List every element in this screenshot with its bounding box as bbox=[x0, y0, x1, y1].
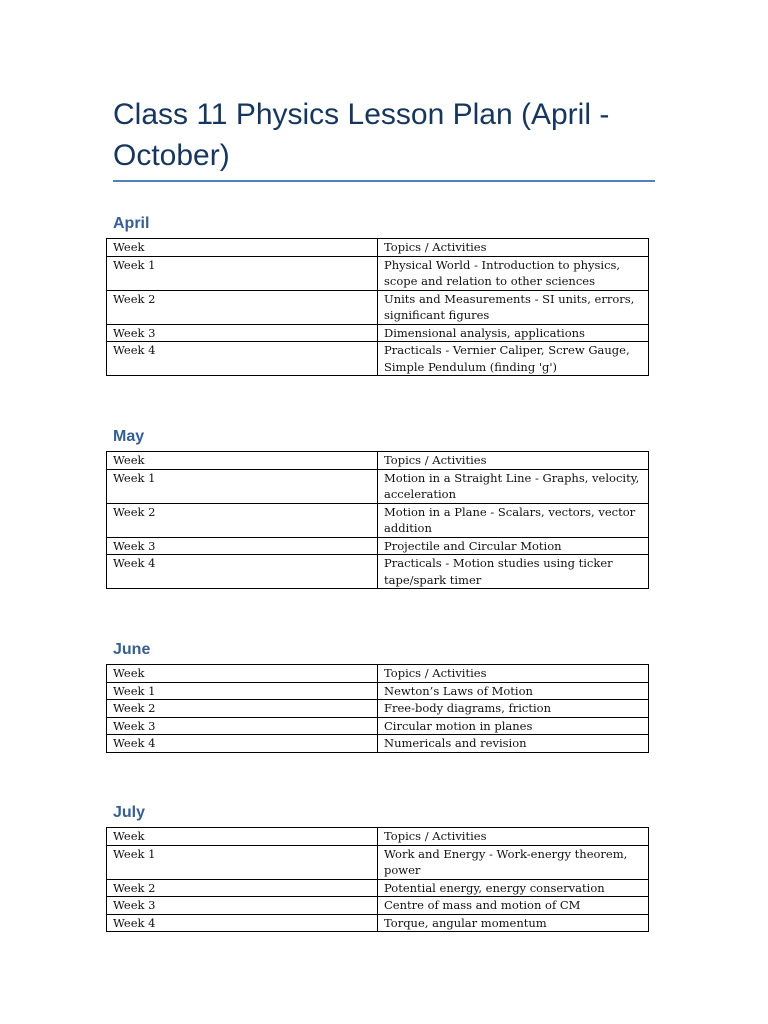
lesson-table-july bbox=[106, 827, 649, 932]
table-row bbox=[107, 503, 649, 537]
topic-cell: Circular motion in planes bbox=[378, 717, 649, 735]
table-header-row bbox=[107, 665, 649, 683]
table-row bbox=[107, 469, 649, 503]
topic-cell: Numericals and revision bbox=[378, 735, 649, 753]
table-row bbox=[107, 845, 649, 879]
table-row bbox=[107, 324, 649, 342]
header-cell-week: Week bbox=[107, 239, 378, 257]
week-cell: Week 4 bbox=[107, 735, 378, 753]
week-cell: Week 1 bbox=[107, 845, 378, 879]
header-cell-week: Week bbox=[107, 828, 378, 846]
topic-cell: Work and Energy - Work-energy theorem, power bbox=[378, 845, 649, 879]
header-cell-topics: Topics / Activities bbox=[378, 239, 649, 257]
header-cell-topics: Topics / Activities bbox=[378, 665, 649, 683]
table-header-row bbox=[107, 239, 649, 257]
topic-cell: Centre of mass and motion of CM bbox=[378, 897, 649, 915]
topic-cell: Motion in a Straight Line - Graphs, velocity, acceleration bbox=[378, 469, 649, 503]
page-title: Class 11 Physics Lesson Plan (April - October) bbox=[113, 98, 610, 172]
week-cell: Week 4 bbox=[107, 914, 378, 932]
table-row bbox=[107, 342, 649, 376]
table-row bbox=[107, 879, 649, 897]
table-row bbox=[107, 290, 649, 324]
week-cell: Week 3 bbox=[107, 717, 378, 735]
month-heading-june: June bbox=[113, 641, 151, 658]
topic-cell: Physical World - Introduction to physics, scope and relation to other sciences bbox=[378, 256, 649, 290]
topic-cell: Newton’s Laws of Motion bbox=[378, 682, 649, 700]
week-cell: Week 3 bbox=[107, 537, 378, 555]
table-row bbox=[107, 256, 649, 290]
table-row bbox=[107, 682, 649, 700]
week-cell: Week 2 bbox=[107, 700, 378, 718]
week-cell: Week 1 bbox=[107, 682, 378, 700]
table-row bbox=[107, 897, 649, 915]
topic-cell: Practicals - Vernier Caliper, Screw Gauge, Simple Pendulum (finding 'g') bbox=[378, 342, 649, 376]
table-header-row bbox=[107, 452, 649, 470]
week-cell: Week 3 bbox=[107, 324, 378, 342]
topic-cell: Projectile and Circular Motion bbox=[378, 537, 649, 555]
topic-cell: Practicals - Motion studies using ticker tape/spark timer bbox=[378, 555, 649, 589]
header-cell-week: Week bbox=[107, 452, 378, 470]
topic-cell: Dimensional analysis, applications bbox=[378, 324, 649, 342]
table-row bbox=[107, 914, 649, 932]
topic-cell: Motion in a Plane - Scalars, vectors, vector addition bbox=[378, 503, 649, 537]
week-cell: Week 4 bbox=[107, 342, 378, 376]
topic-cell: Potential energy, energy conservation bbox=[378, 879, 649, 897]
table-row bbox=[107, 555, 649, 589]
table-row bbox=[107, 717, 649, 735]
header-cell-week: Week bbox=[107, 665, 378, 683]
month-heading-may: May bbox=[113, 428, 145, 445]
lesson-table-may bbox=[106, 451, 649, 589]
week-cell: Week 2 bbox=[107, 879, 378, 897]
lesson-table-june bbox=[106, 664, 649, 753]
week-cell: Week 2 bbox=[107, 503, 378, 537]
week-cell: Week 2 bbox=[107, 290, 378, 324]
week-cell: Week 1 bbox=[107, 469, 378, 503]
month-heading-april: April bbox=[113, 215, 150, 232]
table-header-row bbox=[107, 828, 649, 846]
table-row bbox=[107, 537, 649, 555]
topic-cell: Free-body diagrams, friction bbox=[378, 700, 649, 718]
title-divider bbox=[113, 180, 655, 182]
header-cell-topics: Topics / Activities bbox=[378, 452, 649, 470]
topic-cell: Torque, angular momentum bbox=[378, 914, 649, 932]
week-cell: Week 3 bbox=[107, 897, 378, 915]
week-cell: Week 1 bbox=[107, 256, 378, 290]
month-heading-july: July bbox=[113, 804, 146, 821]
header-cell-topics: Topics / Activities bbox=[378, 828, 649, 846]
week-cell: Week 4 bbox=[107, 555, 378, 589]
table-row bbox=[107, 735, 649, 753]
table-row bbox=[107, 700, 649, 718]
lesson-table-april bbox=[106, 238, 649, 376]
topic-cell: Units and Measurements - SI units, errors, significant figures bbox=[378, 290, 649, 324]
